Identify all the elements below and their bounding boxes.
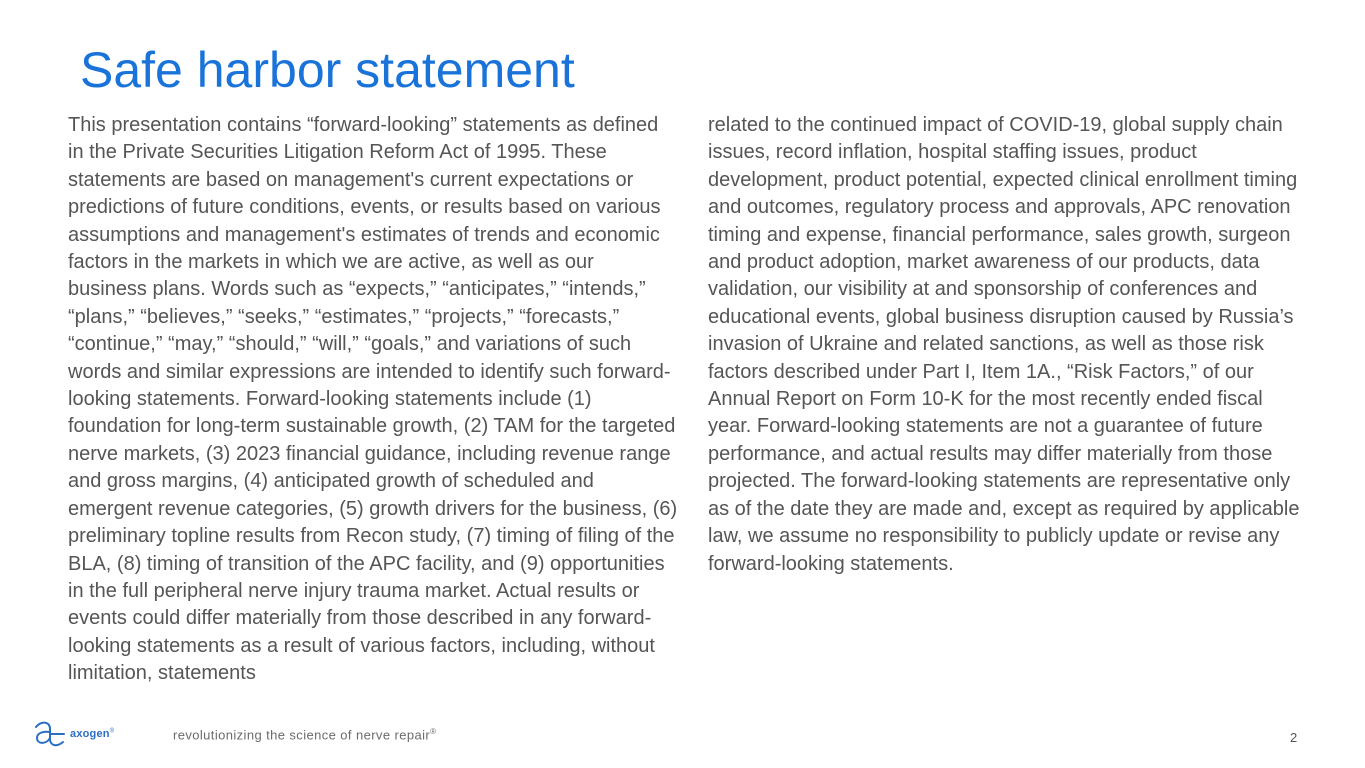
safe-harbor-right-column: related to the continued impact of COVID-19, global supply chain issues, record inflation, hospital staffing issues, product development, product potential, expected clinical enrollment timing and outcomes, regulatory process and approvals, APC renovation timing and expense, financial performance, sales growth, surgeon and product adoption, market awareness of our products, data validation, our visibility at and sponsorship of conferences and educational events, global business disruption caused by Russia’s invasion of Ukraine and related sanctions, as well as those risk factors described under Part I, Item 1A., “Risk Factors,” of our Annual Report on Form 10-K for the most recently ended fiscal year. Forward-looking statements are not a guarantee of future performance, and actual results may differ materially from those projected. The forward-looking statements are representative only as of the date they are made and, except as required by applicable law, we assume no responsibility to publicly update or revise any forward-looking statements. <box>708 114 1300 575</box>
page-number: 2 <box>1290 730 1298 745</box>
footer-tagline: revolutionizing the science of nerve repair® <box>173 727 437 743</box>
axogen-logo-icon <box>33 718 67 750</box>
axogen-logo <box>33 718 114 750</box>
logo-wordmark: axogen® <box>70 728 115 740</box>
safe-harbor-left-column: This presentation contains “forward-looking” statements as defined in the Private Securities Litigation Reform Act of 1995. These statements are based on management's current expectations or predictions of future conditions, events, or results based on various assumptions and management's estimates of trends and economic factors in the markets in which we are active, as well as our business plans. Words such as “expects,” “anticipates,” “intends,” “plans,” “believes,” “seeks,” “estimates,” “projects,” “forecasts,” “continue,” “may,” “should,” “will,” “goals,” and variations of such words and similar expressions are intended to identify such forward-looking statements. Forward-looking statements include (1) foundation for long-term sustainable growth, (2) TAM for the targeted nerve markets, (3) 2023 financial guidance, including revenue range and gross margins, (4) anticipated growth of scheduled and emergent revenue categories, (5) growth drivers for the business, (6) preliminary topline results from Recon study, (7) timing of filing of the BLA, (8) timing of transition of the APC facility, and (9) opportunities in the full peripheral nerve injury trauma market. Actual results or events could differ materially from those described in any forward-looking statements as a result of various factors, including, without limitation, statements <box>68 114 678 685</box>
slide-title: Safe harbor statement <box>80 42 575 98</box>
